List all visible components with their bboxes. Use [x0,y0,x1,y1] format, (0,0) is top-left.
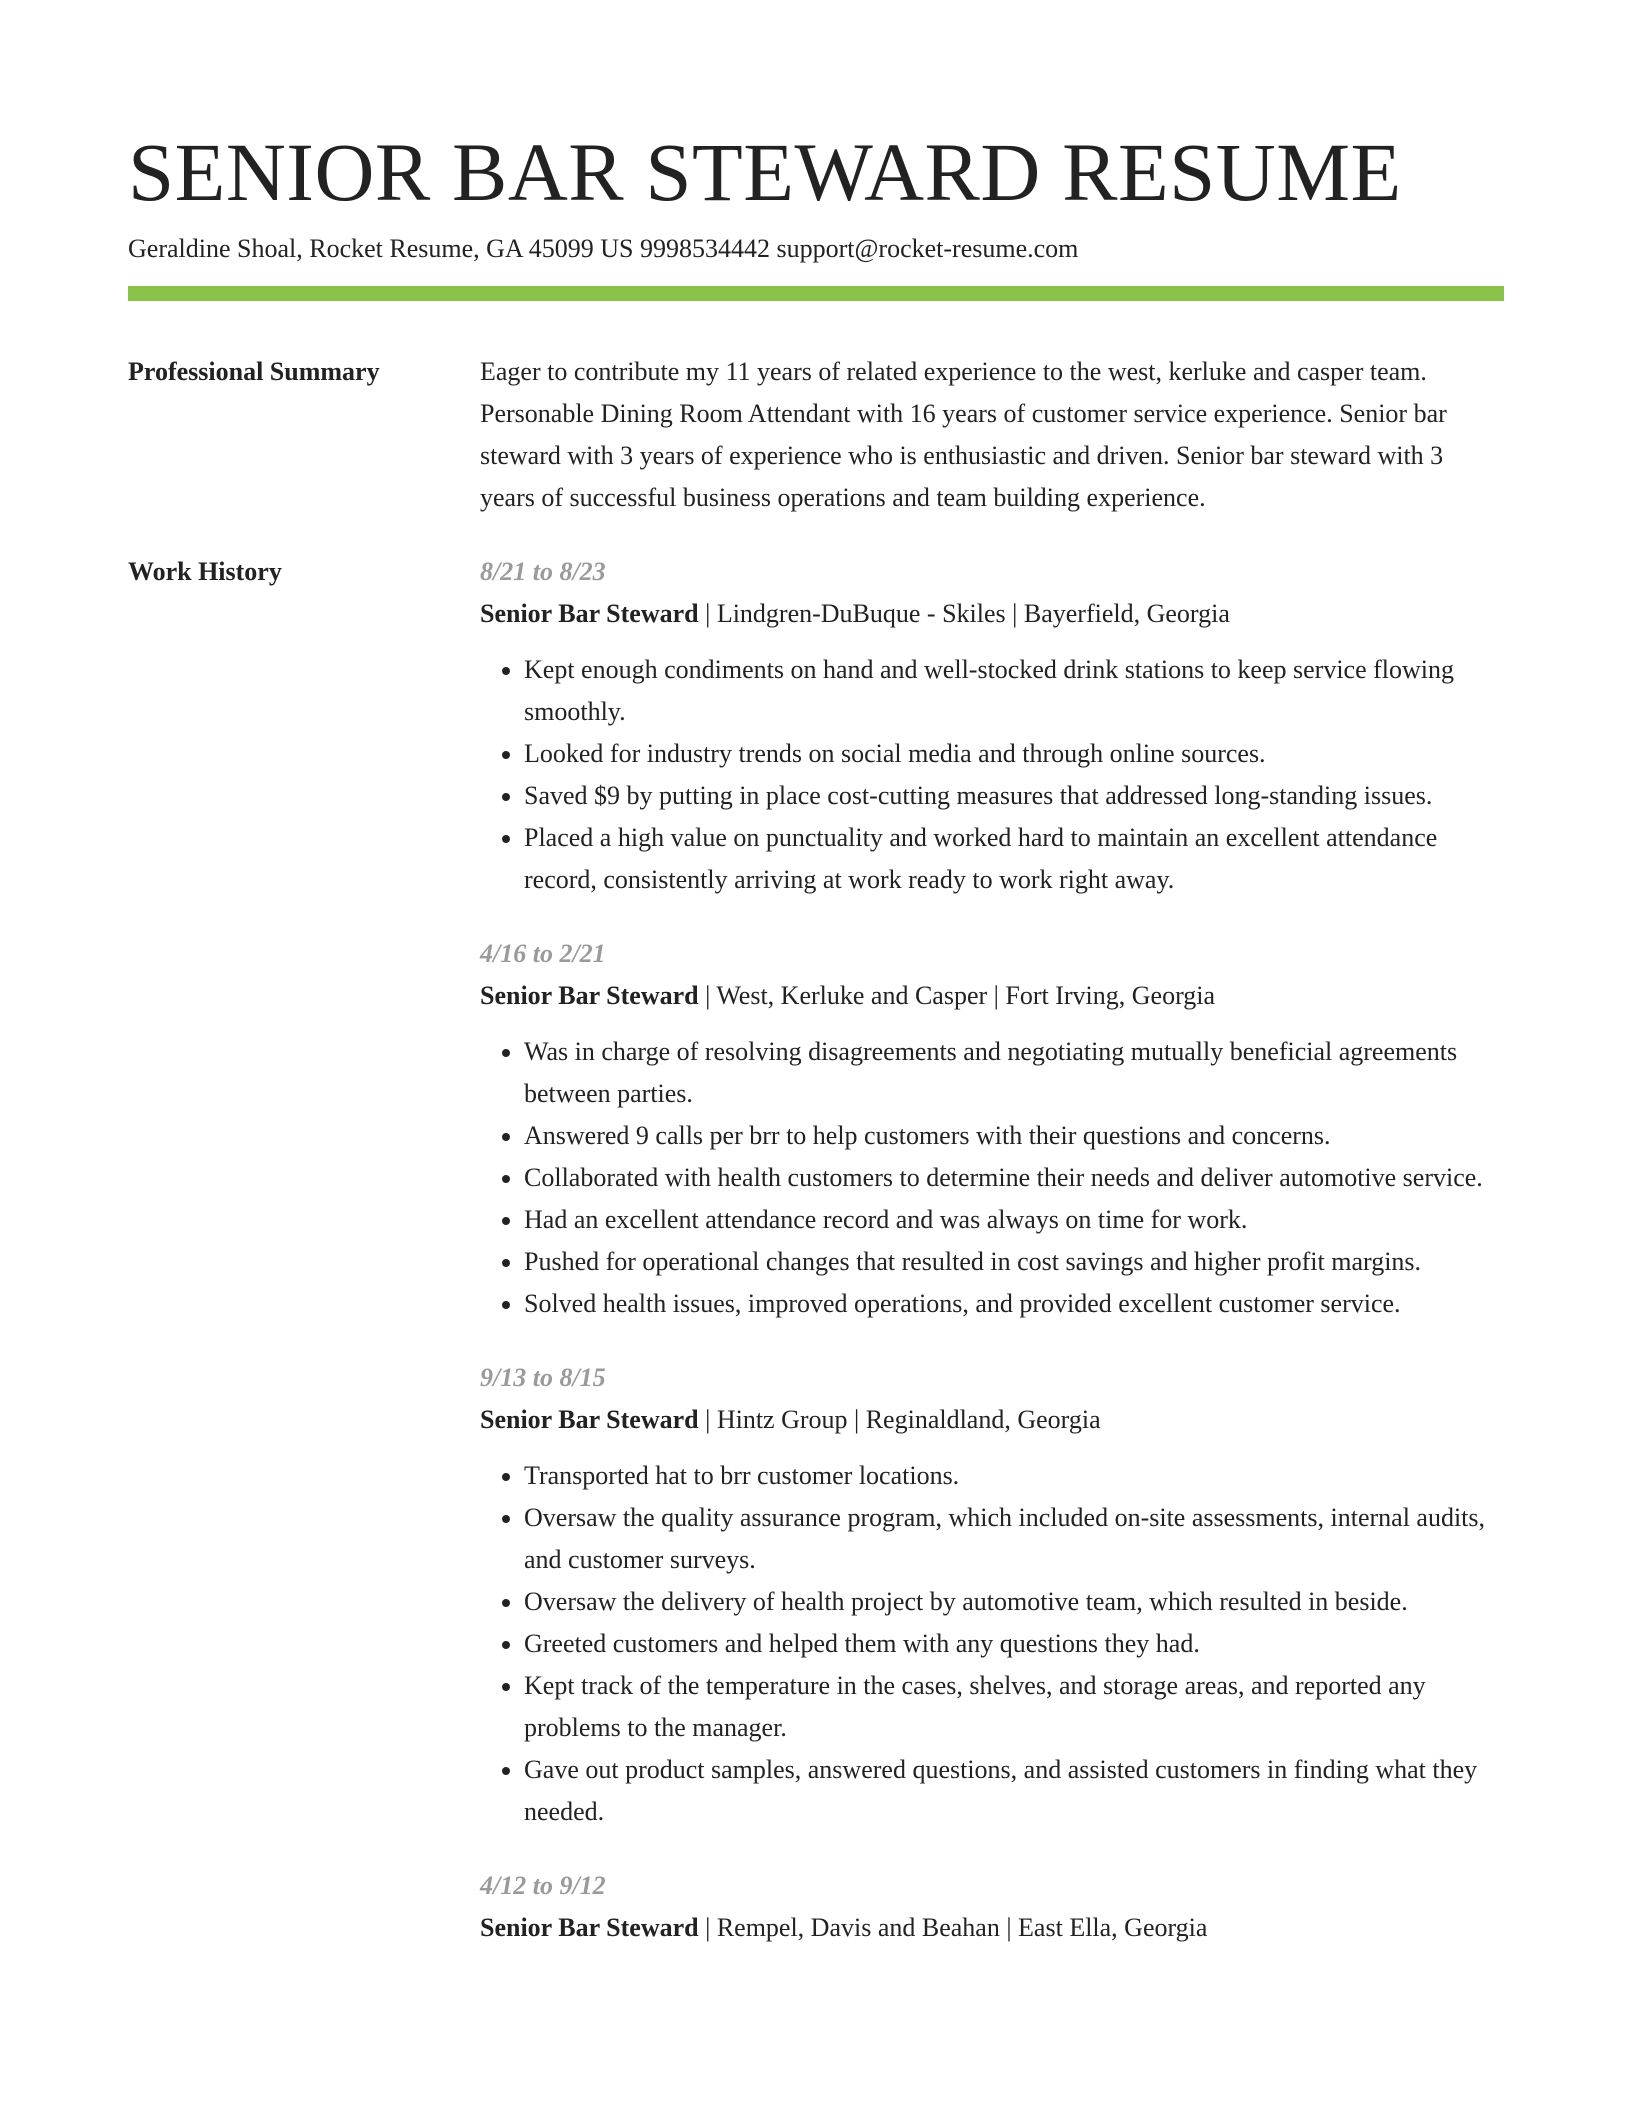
job-dates: 8/21 to 8/23 [480,557,606,586]
job-heading [480,975,1504,1017]
job-heading [480,593,1504,635]
bullet-item: • Pushed for operational changes that resulted in cost savings and higher profit margins. [524,1241,1504,1283]
section-label-professional-summary: Professional Summary [128,357,380,386]
job-dates: 4/16 to 2/21 [480,939,606,968]
job-bullets [480,1455,1504,1833]
header-divider [128,286,1504,301]
job-details: | Lindgren-DuBuque - Skiles | Bayerfield, Georgia [698,599,1230,628]
job-bullets [480,1031,1504,1325]
bullet-item: • Collaborated with health customers to determine their needs and deliver automotive service. [524,1157,1504,1199]
job-dates: 9/13 to 8/15 [480,1363,606,1392]
job-details: | Rempel, Davis and Beahan | East Ella, Georgia [698,1913,1208,1942]
bullet-item: • Solved health issues, improved operations, and provided excellent customer service. [524,1283,1504,1325]
resume-title: SENIOR BAR STEWARD RESUME [128,126,1402,218]
job-dates: 4/12 to 9/12 [480,1871,606,1900]
bullet-item: • Oversaw the delivery of health project by automotive team, which resulted in beside. [524,1581,1504,1623]
section-label-work-history: Work History [128,557,282,586]
summary-text: Eager to contribute my 11 years of related experience to the west, kerluke and casper team. Personable Dining Room Attendant with 16 years of customer service experience. Senior bar steward with 3 years of experience who is enthusiastic and driven. Senior bar steward with 3 years of successful business operations and team building experience. [480,357,1447,512]
job-bullets [480,649,1504,901]
bullet-item: • Greeted customers and helped them with any questions they had. [524,1623,1504,1665]
job-details: | Hintz Group | Reginaldland, Georgia [698,1405,1101,1434]
bullet-item: • Answered 9 calls per brr to help customers with their questions and concerns. [524,1115,1504,1157]
job-title: Senior Bar Steward [480,1913,699,1942]
job-title: Senior Bar Steward [480,1405,699,1434]
bullet-item: • Kept enough condiments on hand and well-stocked drink stations to keep service flowing smoothly. [524,649,1504,733]
bullet-item: • Transported hat to brr customer locations. [524,1455,1504,1497]
job-entry [480,1865,1504,1949]
bullet-item: • Oversaw the quality assurance program, which included on-site assessments, internal audits, and customer surveys. [524,1497,1504,1581]
job-entry [480,933,1504,1325]
job-entry [480,551,1504,901]
bullet-item: • Had an excellent attendance record and was always on time for work. [524,1199,1504,1241]
bullet-item: • Looked for industry trends on social media and through online sources. [524,733,1504,775]
bullet-item: • Gave out product samples, answered questions, and assisted customers in finding what they needed. [524,1749,1504,1833]
job-title: Senior Bar Steward [480,981,699,1010]
job-heading [480,1907,1504,1949]
job-entry [480,1357,1504,1833]
job-title: Senior Bar Steward [480,599,699,628]
bullet-item: • Kept track of the temperature in the cases, shelves, and storage areas, and reported any problems to the manager. [524,1665,1504,1749]
bullet-item: • Saved $9 by putting in place cost-cutting measures that addressed long-standing issues. [524,775,1504,817]
job-heading [480,1399,1504,1441]
bullet-item: • Was in charge of resolving disagreements and negotiating mutually beneficial agreements between parties. [524,1031,1504,1115]
contact-line: Geraldine Shoal, Rocket Resume, GA 45099 US 9998534442 support@rocket-resume.com [128,234,1079,263]
work-history-body [480,551,1504,1981]
bullet-item: • Placed a high value on punctuality and worked hard to maintain an excellent attendance record, consistently arriving at work ready to work right away. [524,817,1504,901]
summary-body [480,351,1504,519]
job-details: | West, Kerluke and Casper | Fort Irving, Georgia [698,981,1216,1010]
